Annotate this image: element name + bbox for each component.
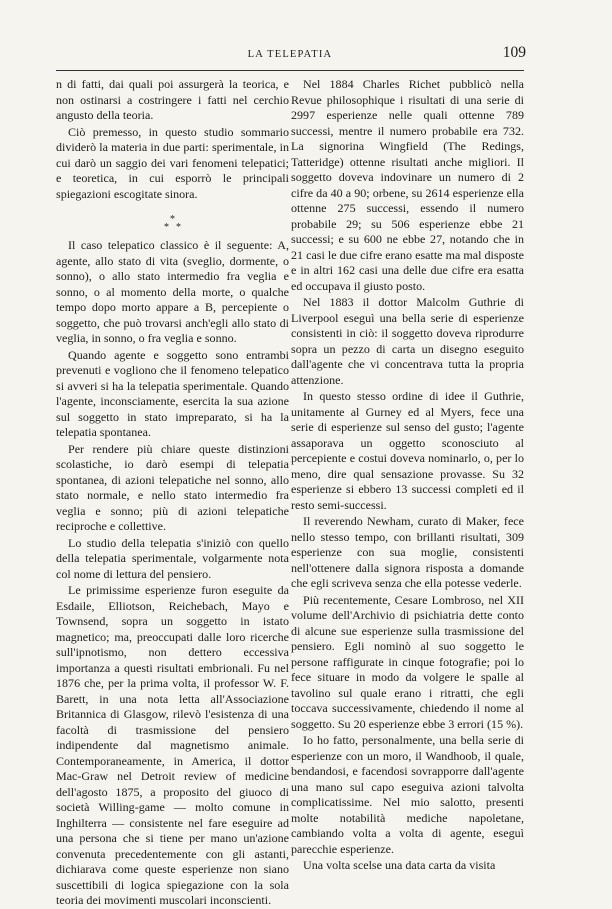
- section-separator-asterisks: * * *: [164, 214, 181, 233]
- paragraph: In questo stesso ordine di idee il Guthrie, unitamente al Gurney ed al Myers, fece una serie di esperienze sul senso del gusto; l'agente assaporava un oggetto sconosciuto al percepiente e costui doveva nominarlo, o, per lo meno, dire qual sensazione provasse. Su 32 esperienze si ebbero 13 successi completi ed il resto semi-successi.: [291, 389, 524, 512]
- right-column: [291, 77, 524, 874]
- paragraph: Più recentemente, Cesare Lombroso, nel XII volume dell'Archivio di psichiatria dette conto di alcune sue esperienze sulla trasmissione del pensiero. Egli nominò al suo soggetto le persone raffigurate in cinque fotografie; poi lo fece situare in modo da volgere le spalle al tavolino sul quale erano i ritratti, che egli toccava successivamente, chiedendo il nome al soggetto. Su 20 esperienze ebbe 3 errori (15 %).: [291, 592, 524, 731]
- paragraph: Io ho fatto, personalmente, una bella serie di esperienze con un moro, il Wandhoob, il quale, bendandosi, e facendosi sovrapporre dall'agente una mano sul capo eseguiva azioni talvolta complicatissime. Nel mio salotto, presenti molte notabilità mediche napoletane, cambiando volta a volta di agente, eseguì parecchie esperienze.: [291, 733, 524, 856]
- paragraph: Quando agente e soggetto sono entrambi prevenuti e vogliono che il fenomeno telepatico si avveri si ha la telepatia sperimentale. Quando l'agente, inconsciamente, esercita la sua azione sul soggetto in stato impreparato, si ha la telepatia spontanea.: [56, 347, 289, 439]
- paragraph: Ciò premesso, in questo studio sommario dividerò la materia in due parti: sperimentale, in cui darò un saggio dei vari fenomeni telepatici; e teoretica, in cui esporrò le principali spiegazioni escogitate sinora.: [56, 124, 289, 201]
- paragraph: Lo studio della telepatia s'iniziò con quello della telepatia sperimentale, volgarmente nota col nome di lettura del pensiero.: [56, 535, 289, 581]
- paragraph: Nel 1884 Charles Richet pubblicò nella Revue philosophique i risultati di una serie di 2997 esperienze nelle quali ottenne 789 successi, mentre il numero probabile era 732. La signorina Wingfield (The Redings, Tatteridge) ottenne risultati anche migliori. Il soggetto doveva indovinare un numero di 2 cifre da 40 a 90; orbene, su 2614 esperienze ella ottenne 275 successi, essendo il numero probabile 29; su 506 esperienze ebbe 21 successi; e su 600 ne ebbe 27, notando che in 21 casi le due cifre erano esatte ma mal disposte e in altri 162 casi una delle due cifre era esatta ed occupava il giusto posto.: [291, 77, 524, 293]
- paragraph: Il reverendo Newham, curato di Maker, fece nello stesso tempo, con brillanti risultati, 309 esperienze con sua moglie, consistenti nell'ottenere dalla signora risposta a domande che egli scriveva senza che ella potesse vederle.: [291, 514, 524, 590]
- left-column: [56, 77, 289, 909]
- running-title: LA TELEPATIA: [247, 49, 333, 60]
- header-rule: [56, 70, 524, 71]
- paragraph: Nel 1883 il dottor Malcolm Guthrie di Liverpool eseguì una bella serie di esperienze consistenti in ciò: il soggetto doveva riprodurre sopra un pezzo di carta un disegno eseguito dall'agente che vi concentrava tutta la propria attenzione.: [291, 295, 524, 387]
- page-number: 109: [502, 44, 526, 61]
- page-header: [56, 44, 526, 65]
- paragraph: Le primissime esperienze furon eseguite da Esdaile, Elliotson, Reichebach, Mayo e Townsend, sopra un soggetto in istato magnetico; ma, preoccupati dalle loro ricerche sull'ipnotismo, non dettero eccessiva importanza a questi risultati embrionali. Fu nel 1876 che, per la prima volta, il professor W. F. Barett, in una nota letta all'Associazione Britannica di Glasgow, rilevò l'esistenza di una facoltà di trasmissione del pensiero indipendente dal magnetismo animale. Contemporaneamente, in America, il dottor Mac-Graw nel Detroit review of medicine dell'agosto 1875, a proposito del giuoco di società Willing-game — molto comune in Inghilterra — consistente nel fare eseguire ad una persona che si tiene per mano un'azione convenuta precedentemente con gli astanti, dichiarava come queste esperienze non siano suscettibili di logica spiegazione con la sola teoria dei movimenti muscolari inconscienti.: [56, 583, 289, 907]
- paragraph: Una volta scelse una data carta da visita: [303, 858, 496, 872]
- paragraph: n di fatti, dai quali poi assurgerà la teorica, e non ostinarsi a costringere i fatti nel cerchio angusto della teoria.: [56, 77, 289, 122]
- paragraph: Per rendere più chiare queste distinzioni scolastiche, io darò esempi di telepatia spontanea, di azioni telepatiche nel sonno, allo stato normale, e nello stato intermedio fra veglia e sonno; più di azioni telepatiche reciproche e collettive.: [56, 441, 289, 533]
- paragraph: Il caso telepatico classico è il seguente: A, agente, allo stato di vita (sveglio, dormente, o sonno), o allo stato intermedio fra veglia e sonno, o al momento della morte, o qualche tempo dopo morto appare a B, percepiente o soggetto, che può trovarsi anch'egli allo stato di veglia, in sonno, o fra veglia e sonno.: [56, 238, 289, 345]
